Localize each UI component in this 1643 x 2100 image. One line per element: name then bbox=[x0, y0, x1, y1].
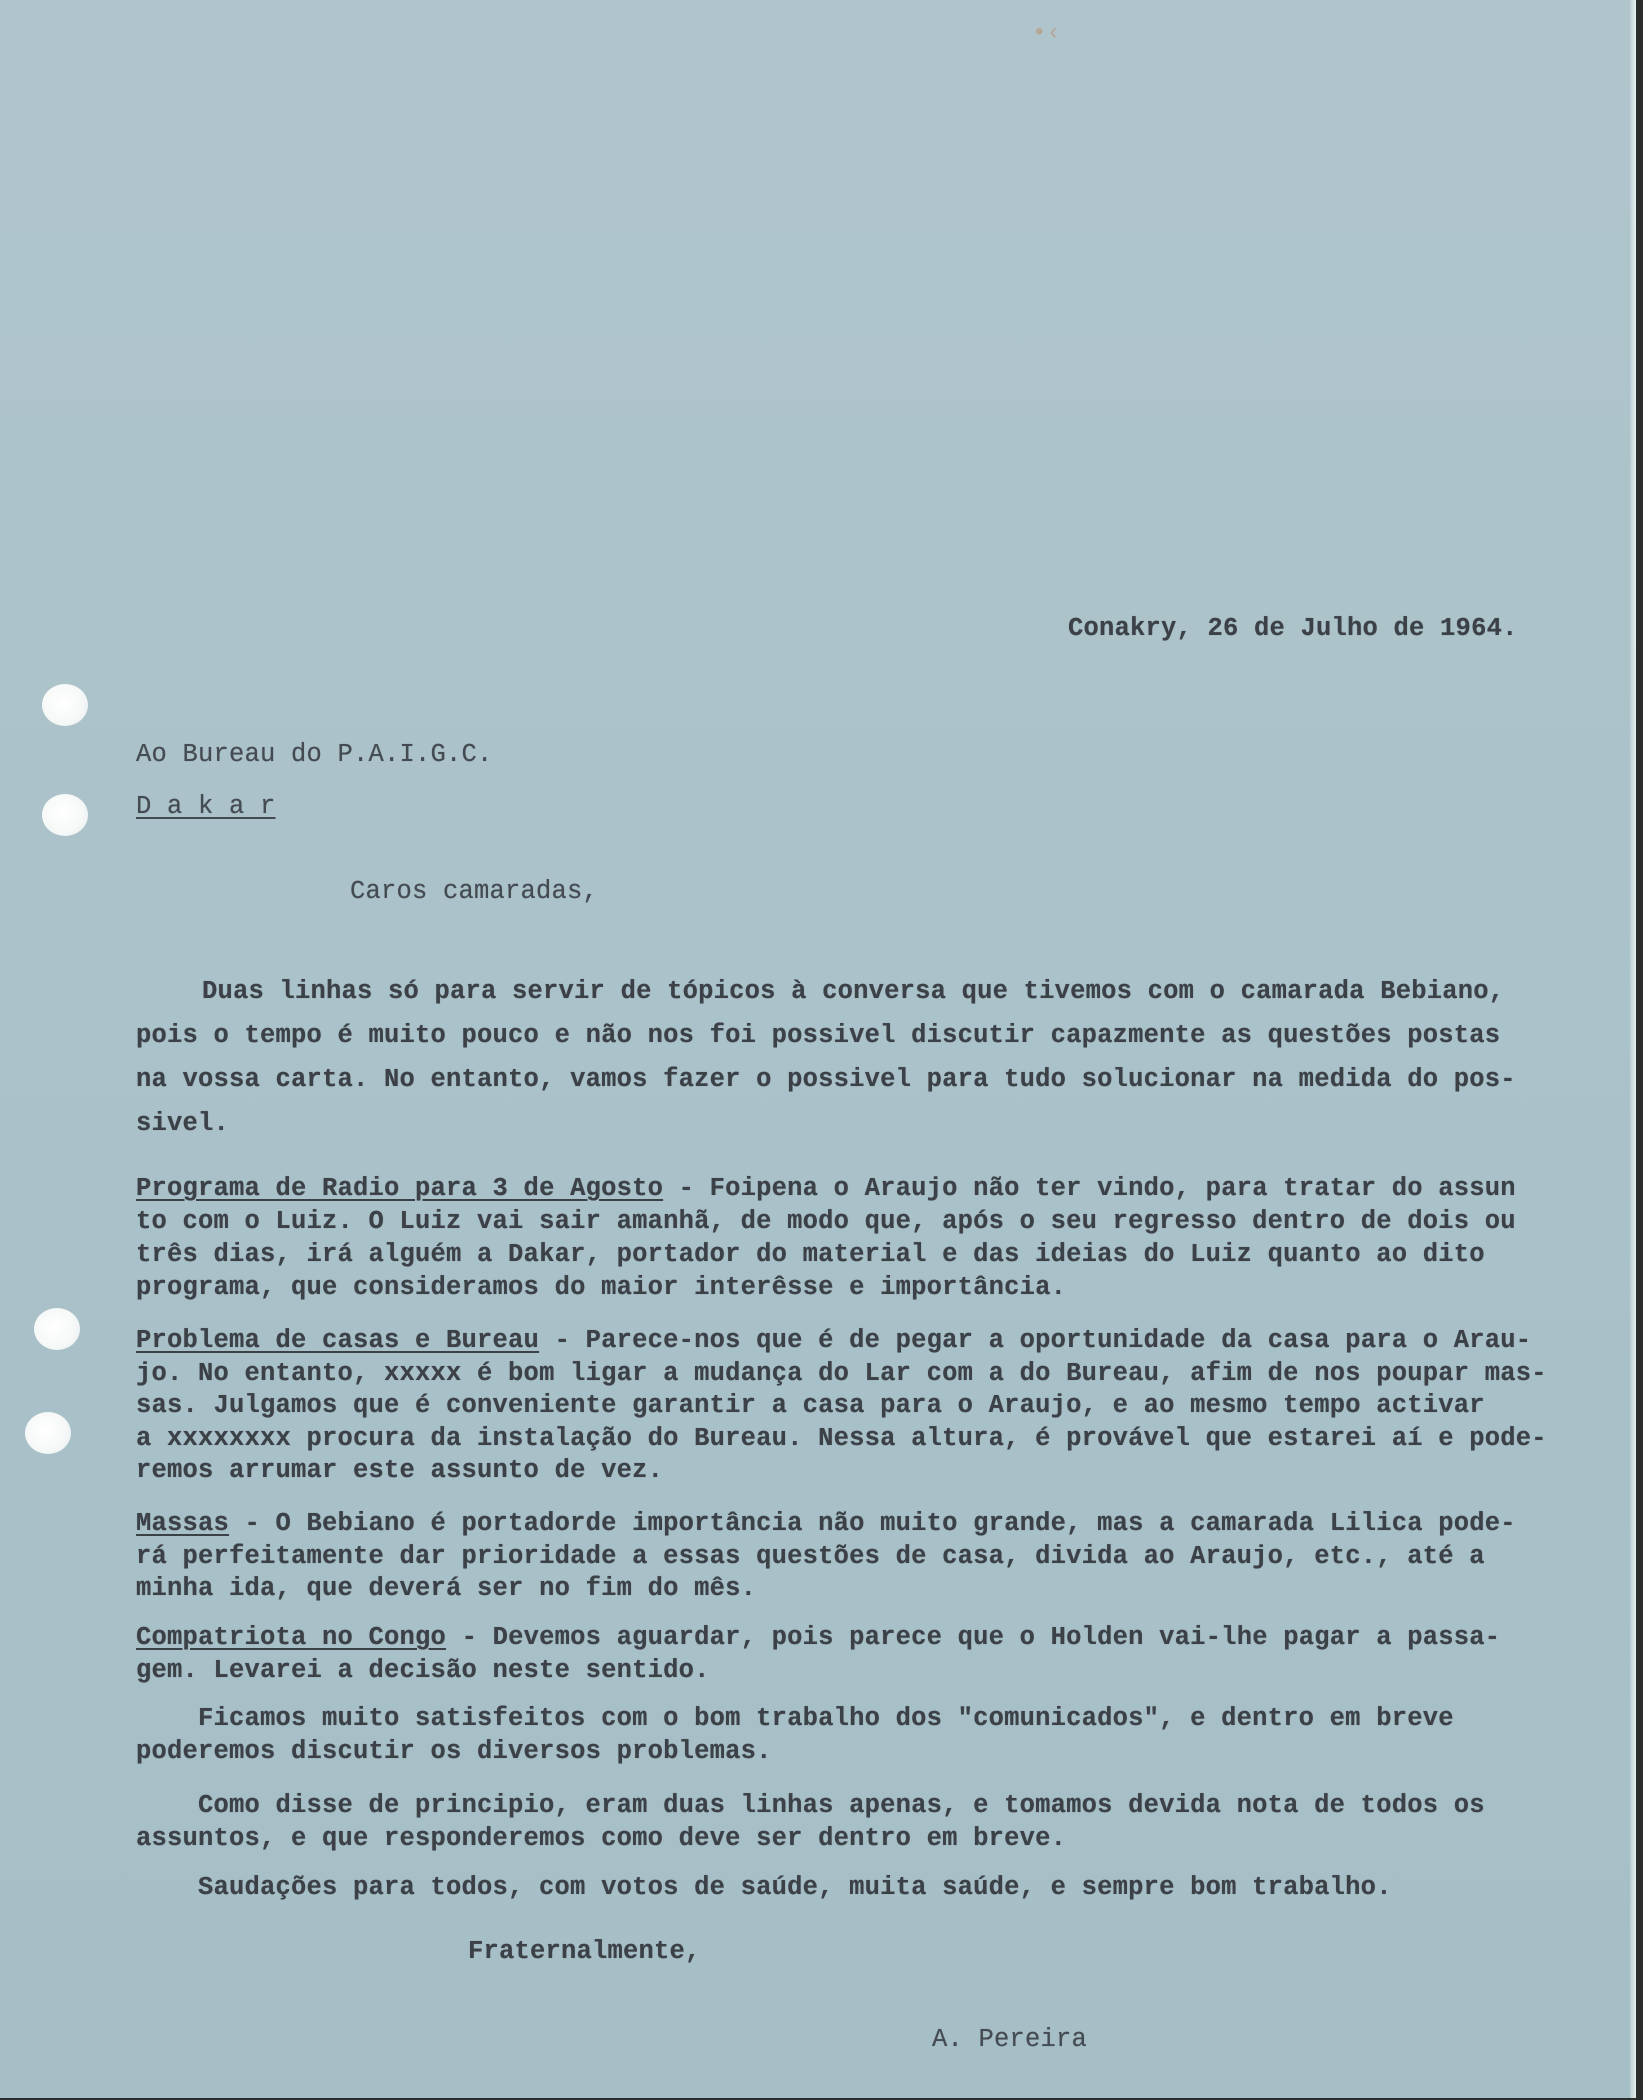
topic-text: - Foipena o Araujo não ter vindo, para tratar do assun bbox=[663, 1174, 1516, 1203]
closing-paragraph bbox=[136, 1703, 1454, 1768]
topic-text: - O Bebiano é portadorde importância não muito grande, mas a camarada Lilica pode- bbox=[229, 1509, 1516, 1538]
topic-line: programa, que consideramos do maior interêsse e importância. bbox=[136, 1273, 1067, 1302]
recipient: Ao Bureau do P.A.I.G.C. bbox=[136, 740, 493, 769]
binder-hole bbox=[42, 794, 88, 836]
intro-line: Duas linhas só para servir de tópicos à conversa que tivemos com o camarada Bebiano, bbox=[202, 977, 1505, 1006]
topic-line: jo. No entanto, xxxxx é bom ligar a mudança do Lar com a do Bureau, afim de nos poupar mas- bbox=[136, 1358, 1547, 1388]
topic-line: remos arrumar este assunto de vez. bbox=[136, 1456, 664, 1485]
closing-line: Saudações para todos, com votos de saúde, muita saúde, e sempre bom trabalho. bbox=[198, 1873, 1392, 1902]
topic-houses bbox=[136, 1325, 1547, 1488]
closing-line: Ficamos muito satisfeitos com o bom trabalho dos "comunicados", e dentro em breve bbox=[198, 1704, 1454, 1733]
closing-line: assuntos, e que responderemos como deve ser dentro em breve. bbox=[136, 1823, 1067, 1853]
topic-heading: Compatriota no Congo bbox=[136, 1623, 447, 1652]
closing-line: Como disse de principio, eram duas linhas apenas, e tomamos devida nota de todos os bbox=[198, 1791, 1485, 1820]
topic-line: a xxxxxxxx procura da instalação do Bureau. Nessa altura, é provável que estarei aí e pode- bbox=[136, 1423, 1547, 1453]
closing-paragraph bbox=[136, 1872, 1392, 1905]
closing-paragraph bbox=[136, 1790, 1485, 1855]
binder-hole bbox=[34, 1308, 80, 1350]
topic-text: - Devemos aguardar, pois parece que o Holden vai-lhe pagar a passa- bbox=[446, 1623, 1501, 1652]
topic-heading: Programa de Radio para 3 de Agosto bbox=[136, 1174, 664, 1203]
intro-line: sivel. bbox=[136, 1109, 230, 1138]
topic-line: três dias, irá alguém a Dakar, portador do material e das ideias do Luiz quanto ao dito bbox=[136, 1240, 1485, 1269]
topic-congo bbox=[136, 1622, 1500, 1687]
topic-funds bbox=[136, 1508, 1516, 1606]
salutation: Caros camaradas, bbox=[350, 877, 599, 906]
topic-heading: Massas bbox=[136, 1509, 230, 1538]
topic-text: - Parece-nos que é de pegar a oportunidade da casa para o Arau- bbox=[539, 1326, 1532, 1355]
recipient-city: D a k a r bbox=[136, 792, 276, 821]
topic-line: to com o Luiz. O Luiz vai sair amanhã, de modo que, após o seu regresso dentro de dois ou bbox=[136, 1207, 1516, 1236]
closing-line: poderemos discutir os diversos problemas. bbox=[136, 1736, 772, 1766]
topic-line: rá perfeitamente dar prioridade a essas questões de casa, divida ao Araujo, etc., até a bbox=[136, 1541, 1485, 1571]
valediction: Fraternalmente, bbox=[468, 1937, 701, 1966]
topic-heading: Problema de casas e Bureau bbox=[136, 1326, 540, 1355]
binder-hole bbox=[25, 1412, 71, 1454]
ink-smudge: •‹ bbox=[1032, 20, 1061, 47]
binder-hole bbox=[42, 684, 88, 726]
topic-line: sas. Julgamos que é conveniente garantir a casa para o Araujo, e ao mesmo tempo activar bbox=[136, 1391, 1485, 1420]
intro-line: na vossa carta. No entanto, vamos fazer o possivel para tudo solucionar na medida do pos- bbox=[136, 1065, 1516, 1094]
topic-line: gem. Levarei a decisão neste sentido. bbox=[136, 1655, 710, 1685]
signature: A. Pereira bbox=[932, 2025, 1088, 2054]
topic-radio bbox=[136, 1172, 1516, 1304]
topic-line: minha ida, que deverá ser no fim do mês. bbox=[136, 1574, 757, 1603]
intro-paragraph bbox=[136, 970, 1516, 1146]
place-date: Conakry, 26 de Julho de 1964. bbox=[1068, 614, 1518, 643]
intro-line: pois o tempo é muito pouco e não nos foi possivel discutir capazmente as questões postas bbox=[136, 1021, 1501, 1050]
